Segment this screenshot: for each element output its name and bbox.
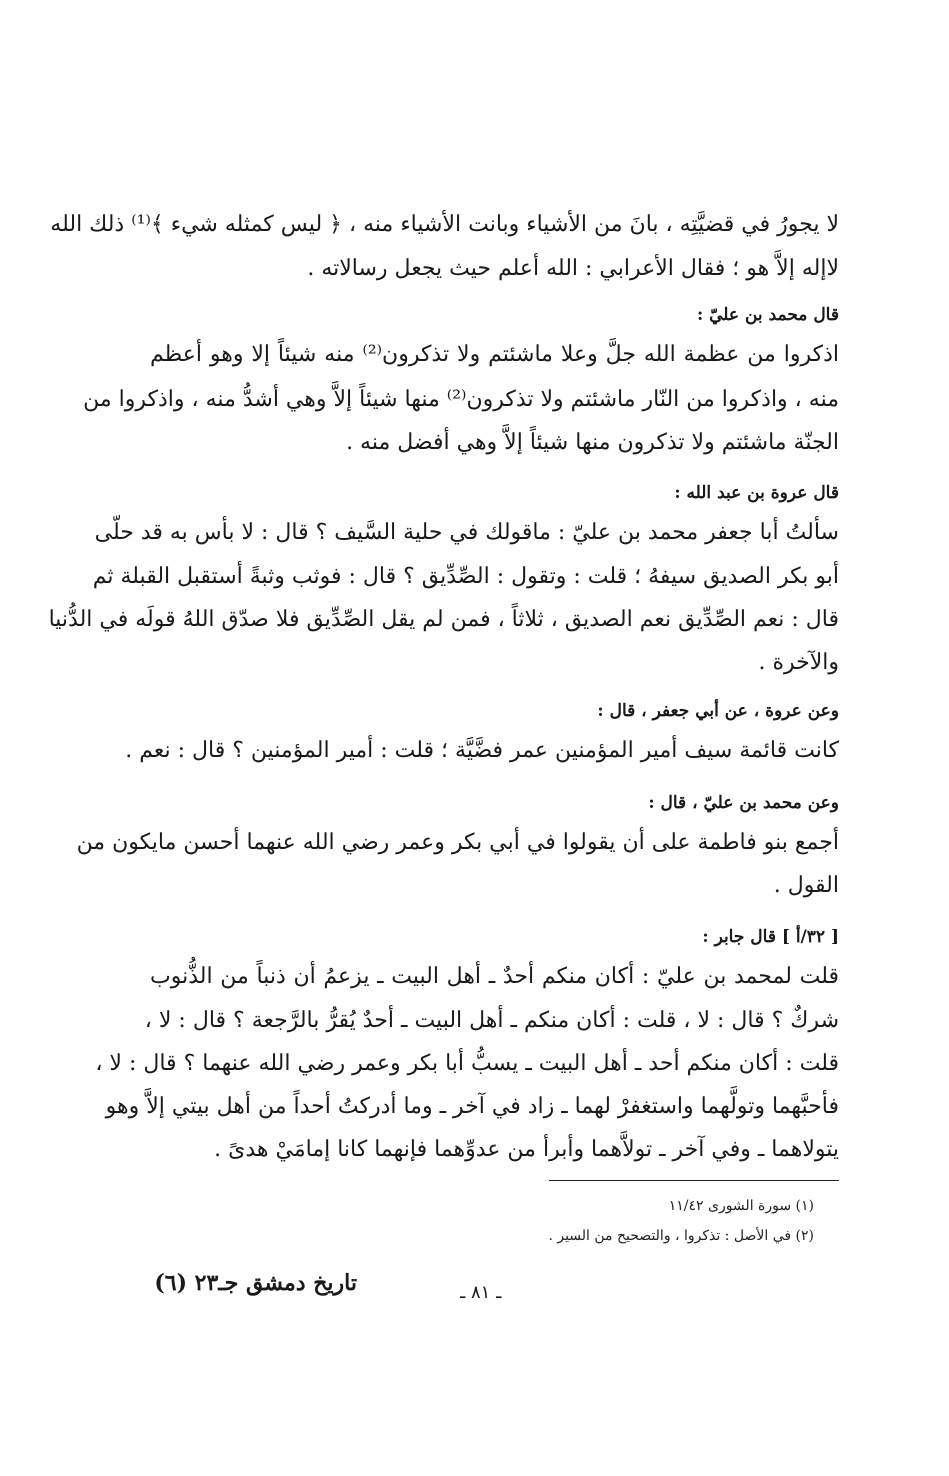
text-line: اذكروا من عظمة الله جلَّ وعلا ماشئتم ولا تذكرون⁽²⁾ منه شيئاً إلا وهو أعظم xyxy=(150,342,839,367)
text-line: لاإله إلاَّ هو ؛ فقال الأعرابي : الله أعلم حيث يجعل رسالاته . xyxy=(307,256,839,281)
text-line: كانت قائمة سيف أمير المؤمنين عمر فضَّيَّة ؛ قلت : أمير المؤمنين ؟ قال : نعم . xyxy=(125,738,839,763)
text-line: فأحبَّهما وتولَّهما واستغفرْ لهما ـ زاد في آخر ـ وما أدركتُ أحداً من أهل بيتي إلاَّ وهو xyxy=(105,1094,839,1119)
footer-book-title: تاريخ دمشق جـ٢٣ (٦) xyxy=(154,1270,357,1296)
section-heading: [ ٣٢/أ ] قال جابر : xyxy=(702,927,839,947)
text-line: قلت لمحمد بن عليّ : أكان منكم أحدٌ ـ أهل البيت ـ يزعمُ أن ذنباً من الذُّنوب xyxy=(150,964,839,989)
text-line: القول . xyxy=(773,873,839,898)
page-number: ـ ٨١ ـ xyxy=(460,1282,502,1303)
text-line: يتولاهما ـ وفي آخر ـ تولاَّهما وأبرأ من عدوِّهما فإنهما كانا إمامَيْ هدىً . xyxy=(214,1137,839,1162)
text-line: والآخرة . xyxy=(758,650,839,675)
text-line: سألتُ أبا جعفر محمد بن عليّ : ماقولك في حلية السَّيف ؟ قال : لا بأس به قد حلّى xyxy=(94,520,839,545)
text-line: لا يجورُ في قضيَّتِه ، بانَ من الأشياء وبانت الأشياء منه ، ﴿ ليس كمثله شيء ﴾⁽¹⁾ ذلك الله xyxy=(50,212,839,237)
text-line: قلت : أكان منكم أحد ـ أهل البيت ـ يسبُّ أبا بكر وعمر رضي الله عنهما ؟ قال : لا ، xyxy=(95,1051,839,1076)
text-line: أبو بكر الصديق سيفهُ ؛ قلت : وتقول : الصِّدِّيق ؟ قال : فوثب وثبةً أستقبل القبلة ثم xyxy=(92,564,839,589)
text-line: أجمع بنو فاطمة على أن يقولوا في أبي بكر وعمر رضي الله عنهما أحسن مايكون من xyxy=(76,830,839,855)
text-line: شركٌ ؟ قال : لا ، قلت : أكان منكم ـ أهل البيت ـ أحدٌ يُقرُّ بالرَّجعة ؟ قال : لا ، xyxy=(144,1008,839,1033)
text-line: الجنّة ماشئتم ولا تذكرون منها شيئاً إلاَّ وهي أفضل منه . xyxy=(346,430,839,455)
footnote-divider xyxy=(549,1180,839,1181)
section-heading: وعن عروة ، عن أبي جعفر ، قال : xyxy=(597,701,839,721)
footnote: (١) سورة الشورى ١١/٤٢ xyxy=(668,1198,814,1214)
text-line: منه ، واذكروا من النّار ماشئتم ولا تذكرون⁽²⁾ منها شيئاً إلاَّ وهي أشدُّ منه ، واذكروا من xyxy=(83,387,839,412)
section-heading: قال عروة بن عبد الله : xyxy=(674,483,839,503)
footnote: (٢) في الأصل : تذكروا ، والتصحيح من السير . xyxy=(548,1228,814,1244)
section-heading: وعن محمد بن عليّ ، قال : xyxy=(648,793,839,813)
section-heading: قال محمد بن عليّ : xyxy=(696,305,839,325)
text-line: قال : نعم الصِّدِّيق نعم الصديق ، ثلاثاً ، فمن لم يقل الصِّدِّيق فلا صدّق اللهُ قولَه في الدُّنيا xyxy=(48,607,839,632)
